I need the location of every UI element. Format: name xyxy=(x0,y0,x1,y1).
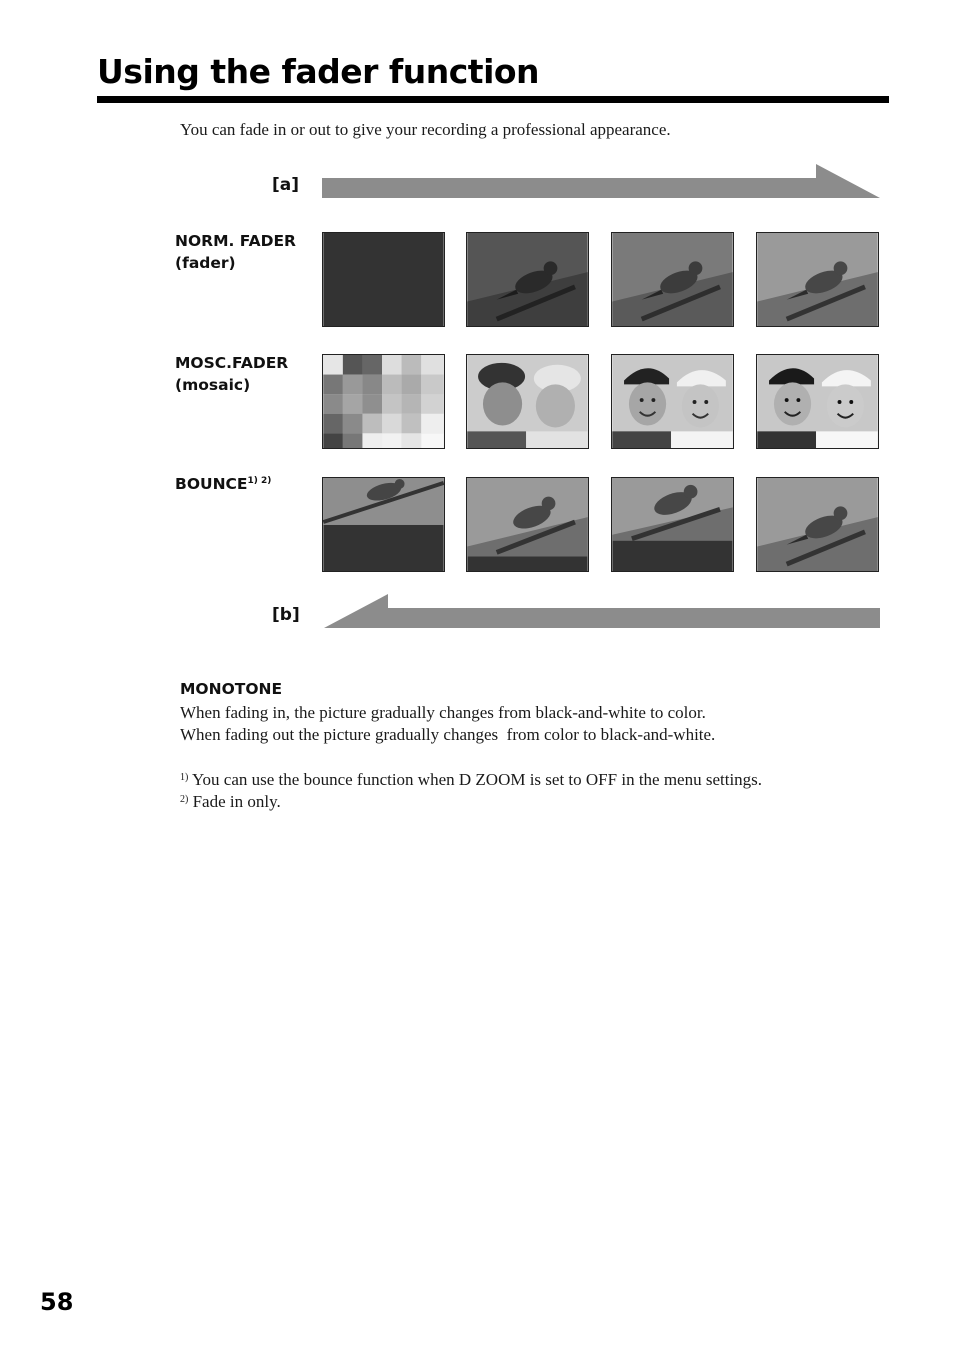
monotone-line-2: When fading out the picture gradually changes from color to black-and-white. xyxy=(180,725,716,744)
frame-bird-bounce-low xyxy=(466,477,589,572)
page-title: Using the fader function xyxy=(97,52,540,91)
row-label-norm-fader: NORM. FADER (fader) xyxy=(175,232,296,272)
arrow-a-label: [a] xyxy=(272,175,300,195)
frame-bird-full xyxy=(756,232,879,327)
frame-bird-bounce-high xyxy=(322,477,445,572)
row-label-bounce: $BOUNCE^{1) 2)}$ xyxy=(175,475,272,493)
footnote-2: $^{2)}$ Fade in only. xyxy=(180,792,281,811)
frame-kids-mosaic-small xyxy=(466,354,589,449)
frame-bird-full xyxy=(756,477,879,572)
frame-black xyxy=(322,232,445,327)
frame-bird-mid xyxy=(611,232,734,327)
frame-bird-bounce-mid xyxy=(611,477,734,572)
frame-kids-clear xyxy=(756,354,879,449)
monotone-heading: MONOTONE xyxy=(180,680,283,698)
monotone-line-1: When fading in, the picture gradually changes from black-and-white to color. xyxy=(180,703,706,722)
title-rule xyxy=(97,96,889,103)
arrow-b-left-icon xyxy=(322,594,882,630)
intro-text: You can fade in or out to give your recording a professional appearance. xyxy=(180,120,671,139)
frame-kids-clear xyxy=(611,354,734,449)
frame-kids-mosaic-large xyxy=(322,354,445,449)
arrow-a-right-icon xyxy=(322,164,882,200)
row-label-mosc-fader: MOSC.FADER (mosaic) xyxy=(175,354,289,394)
footnote-1: $^{1)}$ You can use the bounce function when D ZOOM is set to OFF in the menu settings. xyxy=(180,770,763,789)
arrow-b-label: [b] xyxy=(272,605,300,625)
frame-bird-dark xyxy=(466,232,589,327)
page-number: 58 xyxy=(40,1288,74,1316)
